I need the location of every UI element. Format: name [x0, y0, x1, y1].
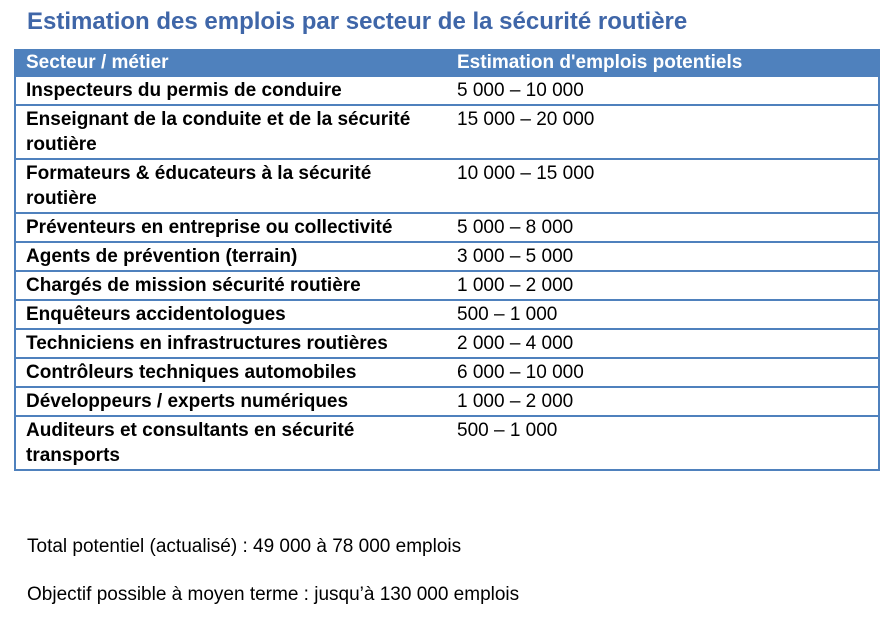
table-row — [15, 213, 879, 242]
page-title: Estimation des emplois par secteur de la sécurité routière — [27, 8, 688, 35]
sector-cell: Agents de prévention (terrain) — [15, 242, 447, 271]
sector-cell: Inspecteurs du permis de conduire — [15, 76, 447, 105]
table-row — [15, 159, 879, 213]
jobs-table — [14, 49, 880, 471]
goal-note: Objectif possible à moyen terme : jusqu’à 130 000 emplois — [27, 584, 520, 605]
table-row — [15, 329, 879, 358]
estimate-cell: 15 000 – 20 000 — [447, 105, 879, 159]
estimate-cell: 2 000 – 4 000 — [447, 329, 879, 358]
sector-cell: Auditeurs et consultants en sécurité transports — [15, 416, 447, 470]
sector-cell: Chargés de mission sécurité routière — [15, 271, 447, 300]
sector-cell: Formateurs & éducateurs à la sécurité routière — [15, 159, 447, 213]
table-row — [15, 271, 879, 300]
estimate-cell: 500 – 1 000 — [447, 300, 879, 329]
estimate-cell: 1 000 – 2 000 — [447, 387, 879, 416]
table-row — [15, 387, 879, 416]
jobs-table-body — [15, 76, 879, 470]
table-row — [15, 242, 879, 271]
table-row — [15, 300, 879, 329]
sector-cell: Préventeurs en entreprise ou collectivité — [15, 213, 447, 242]
estimate-cell: 500 – 1 000 — [447, 416, 879, 470]
table-row — [15, 416, 879, 470]
sector-cell: Techniciens en infrastructures routières — [15, 329, 447, 358]
table-row — [15, 76, 879, 105]
estimate-cell: 3 000 – 5 000 — [447, 242, 879, 271]
table-row — [15, 358, 879, 387]
estimate-cell: 6 000 – 10 000 — [447, 358, 879, 387]
estimate-cell: 5 000 – 8 000 — [447, 213, 879, 242]
column-header-sector: Secteur / métier — [15, 49, 447, 76]
table-row — [15, 105, 879, 159]
sector-cell: Développeurs / experts numériques — [15, 387, 447, 416]
estimate-cell: 5 000 – 10 000 — [447, 76, 879, 105]
table-header-row — [15, 49, 879, 76]
sector-cell: Enquêteurs accidentologues — [15, 300, 447, 329]
estimate-cell: 10 000 – 15 000 — [447, 159, 879, 213]
estimate-cell: 1 000 – 2 000 — [447, 271, 879, 300]
sector-cell: Contrôleurs techniques automobiles — [15, 358, 447, 387]
column-header-estimate: Estimation d'emplois potentiels — [447, 49, 879, 76]
total-note: Total potentiel (actualisé) : 49 000 à 78 000 emplois — [27, 536, 462, 557]
jobs-table-container — [14, 49, 878, 471]
sector-cell: Enseignant de la conduite et de la sécurité routière — [15, 105, 447, 159]
